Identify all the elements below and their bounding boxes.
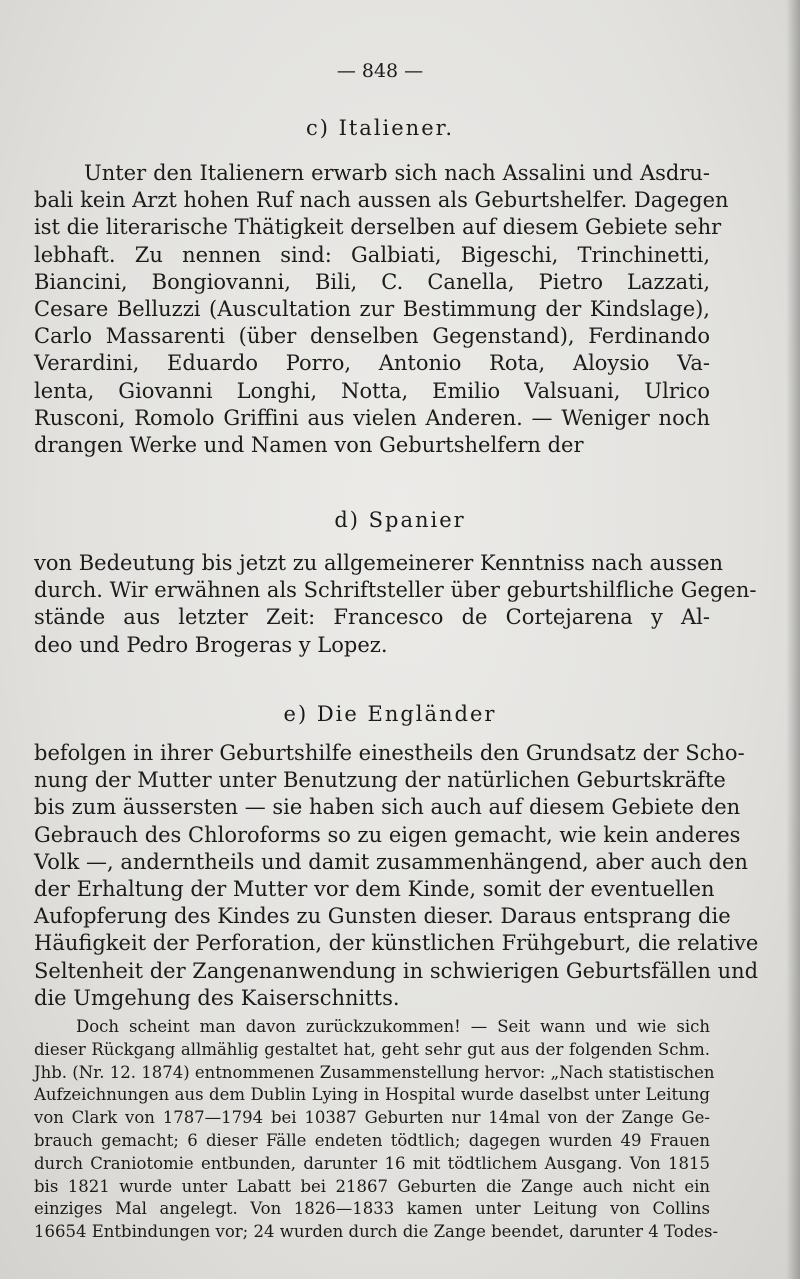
page-edge-shadow [786,0,800,1279]
footnote-line: 16654 Entbindungen vor; 24 wurden durch die Zange beendet, darunter 4 Todes- [34,1222,719,1242]
text-line: Häufigkeit der Perforation, der künstlichen Frühgeburt, die relative [34,931,759,956]
paragraph-englaender [34,740,759,1012]
text-line: Cesare Belluzzi (Auscultation zur Bestimmung der Kindslage), [34,297,710,322]
text-line: bali kein Arzt hohen Ruf nach aussen als Geburtshelfer. Dagegen [34,188,729,213]
text-line: der Erhaltung der Mutter vor dem Kinde, somit der eventuellen [34,877,715,902]
text-line: befolgen in ihrer Geburtshilfe einestheils den Grundsatz der Scho- [34,741,745,765]
paragraph-italiener [34,160,729,459]
text-line: Unter den Italienern erwarb sich nach Assalini und Asdru- [84,161,710,185]
text-line: Carlo Massarenti (über denselben Gegenstand), Ferdinando [34,324,710,349]
text-line: ist die literarische Thätigkeit derselben auf diesem Gebiete sehr [34,215,722,240]
text-line: Biancini, Bongiovanni, Bili, C. Canella, Pietro Lazzati, [34,269,710,294]
text-line: von Bedeutung bis jetzt zu allgemeinerer Kenntniss nach aussen [34,551,724,575]
footnote-line: Jhb. (Nr. 12. 1874) entnommenen Zusammenstellung hervor: „Nach statistischen [34,1062,715,1082]
text-line: stände aus letzter Zeit: Francesco de Cortejarena y Al- [34,605,710,630]
text-line: Gebrauch des Chloroforms so zu eigen gemacht, wie kein anderes [34,822,741,847]
paragraph-spanier [34,550,757,659]
text-line: drangen Werke und Namen von Geburtshelfern der [34,433,584,458]
text-line: Volk —, anderntheils und damit zusammenhängend, aber auch den [34,849,748,874]
text-line: die Umgehung des Kaiserschnitts. [34,985,400,1010]
text-line: durch. Wir erwähnen als Schriftsteller über geburtshilfliche Gegen- [34,578,757,603]
page-number: — 848 — [336,60,424,82]
footnote [34,1016,719,1244]
footnote-line: durch Craniotomie entbunden, darunter 16 mit tödtlichem Ausgang. Von 1815 [34,1153,710,1173]
footnote-line: brauch gemacht; 6 dieser Fälle endeten tödtlich; dagegen wurden 49 Frauen [34,1130,710,1150]
text-line: deo und Pedro Brogeras y Lopez. [34,632,388,657]
footnote-line: von Clark von 1787—1794 bei 10387 Geburten nur 14mal von der Zange Ge- [34,1108,710,1128]
footnote-line: bis 1821 wurde unter Labatt bei 21867 Geburten die Zange auch nicht ein [34,1176,710,1196]
footnote-line: dieser Rückgang allmählig gestaltet hat, geht sehr gut aus der folgenden Schm. [34,1039,710,1059]
text-line: Aufopferung des Kindes zu Gunsten dieser. Daraus entsprang die [34,904,731,929]
footnote-line: einziges Mal angelegt. Von 1826—1833 kamen unter Leitung von Collins [34,1199,710,1219]
text-line: Rusconi, Romolo Griffini aus vielen Anderen. — Weniger noch [34,405,710,430]
text-line: lenta, Giovanni Longhi, Notta, Emilio Valsuani, Ulrico [34,378,710,403]
text-line: lebhaft. Zu nennen sind: Galbiati, Bigeschi, Trinchinetti, [34,242,710,267]
heading-italiener: c) Italiener. [305,116,455,140]
heading-englaender: e) Die Engländer [283,702,497,726]
text-line: bis zum äussersten — sie haben sich auch auf diesem Gebiete den [34,795,741,820]
footnote-line: Aufzeichnungen aus dem Dublin Lying in Hospital wurde daselbst unter Leitung [34,1085,710,1105]
text-line: Verardini, Eduardo Porro, Antonio Rota, Aloysio Va- [34,351,710,376]
text-line: nung der Mutter unter Benutzung der natürlichen Geburtskräfte [34,768,726,793]
footnote-line: Doch scheint man davon zurückzukommen! — Seit wann und wie sich [76,1017,710,1036]
heading-spanier: d) Spanier [334,508,466,532]
text-line: Seltenheit der Zangenanwendung in schwierigen Geburtsfällen und [34,958,759,983]
